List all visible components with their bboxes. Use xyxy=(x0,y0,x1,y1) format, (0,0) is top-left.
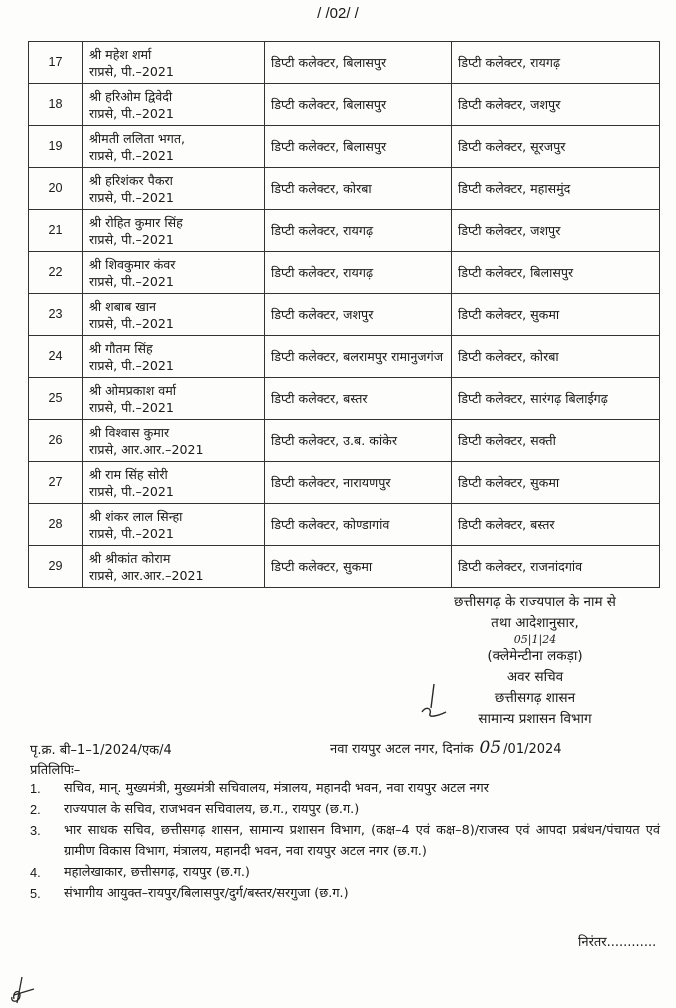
copy-to-number: 3. xyxy=(30,823,41,838)
copy-to-text: राज्यपाल के सचिव, राजभवन सचिवालय, छ.ग., रायपुर (छ.ग.) xyxy=(64,802,360,817)
government-name: छत्तीसगढ़ शासन xyxy=(494,690,576,706)
officer-name: श्री शिवकुमार कंवर xyxy=(89,256,176,272)
officer-name: श्री शबाब खान xyxy=(89,298,156,314)
current-posting: डिप्टी कलेक्टर, बिलासपुर xyxy=(265,42,452,84)
officer-cell xyxy=(83,84,265,126)
copy-to-item xyxy=(30,778,660,799)
current-posting: डिप्टी कलेक्टर, सुकमा xyxy=(265,546,452,588)
serial-number: 18 xyxy=(29,84,83,126)
current-posting: डिप्टी कलेक्टर, जशपुर xyxy=(265,294,452,336)
table-row xyxy=(29,462,660,504)
new-posting: डिप्टी कलेक्टर, सुकमा xyxy=(452,294,660,336)
officer-batch: राप्रसे, पी.–2021 xyxy=(89,105,174,121)
officer-name: श्री शंकर लाल सिन्हा xyxy=(89,508,183,524)
officer-name: श्रीमती ललिता भगत, xyxy=(89,130,186,146)
officer-name: श्री हरिओम द्विवेदी xyxy=(89,88,173,104)
serial-number: 24 xyxy=(29,336,83,378)
place-date-prefix: नवा रायपुर अटल नगर, दिनांक xyxy=(330,742,474,757)
officer-cell xyxy=(83,504,265,546)
continued-label: निरंतर............ xyxy=(578,935,657,950)
officer-name: श्री रोहित कुमार सिंह xyxy=(89,214,183,230)
officer-batch: राप्रसे, आर.आर.–2021 xyxy=(89,441,204,457)
handwritten-sign-date: 05|1|24 xyxy=(513,633,557,646)
officer-cell xyxy=(83,126,265,168)
date-rest: /01/2024 xyxy=(503,742,562,757)
page-number: / /02/ / xyxy=(317,5,359,22)
new-posting: डिप्टी कलेक्टर, सक्ती xyxy=(452,420,660,462)
serial-number: 21 xyxy=(29,210,83,252)
new-posting: डिप्टी कलेक्टर, जशपुर xyxy=(452,84,660,126)
table-row xyxy=(29,504,660,546)
officer-batch: राप्रसे, पी.–2021 xyxy=(89,189,174,205)
new-posting: डिप्टी कलेक्टर, महासमुंद xyxy=(452,168,660,210)
current-posting: डिप्टी कलेक्टर, रायगढ़ xyxy=(265,252,452,294)
officer-batch: राप्रसे, पी.–2021 xyxy=(89,483,174,499)
new-posting: डिप्टी कलेक्टर, राजनांदगांव xyxy=(452,546,660,588)
order-line: तथा आदेशानुसार, xyxy=(491,615,579,631)
table-row xyxy=(29,210,660,252)
officer-name: श्री ओमप्रकाश वर्मा xyxy=(89,382,177,398)
signatory-name: (क्लेमेन्टीना लकड़ा) xyxy=(487,648,583,664)
copy-to-number: 1. xyxy=(30,781,41,796)
current-posting: डिप्टी कलेक्टर, बिलासपुर xyxy=(265,84,452,126)
table-row xyxy=(29,168,660,210)
officer-batch: राप्रसे, पी.–2021 xyxy=(89,63,174,79)
department-name: सामान्य प्रशासन विभाग xyxy=(478,711,592,727)
place-date xyxy=(330,738,562,758)
reference-number: पृ.क्र. बी–1–1/2024/एक/4 xyxy=(30,743,172,758)
new-posting: डिप्टी कलेक्टर, बिलासपुर xyxy=(452,252,660,294)
table-row xyxy=(29,420,660,462)
new-posting: डिप्टी कलेक्टर, सारंगढ़ बिलाईगढ़ xyxy=(452,378,660,420)
authority-line: छत्तीसगढ़ के राज्यपाल के नाम से xyxy=(454,594,616,610)
serial-number: 23 xyxy=(29,294,83,336)
copy-to-number: 4. xyxy=(30,865,41,880)
serial-number: 19 xyxy=(29,126,83,168)
table-row xyxy=(29,42,660,84)
officer-cell xyxy=(83,252,265,294)
officer-cell xyxy=(83,378,265,420)
officer-cell xyxy=(83,546,265,588)
officer-cell xyxy=(83,336,265,378)
officer-batch: राप्रसे, पी.–2021 xyxy=(89,525,174,541)
table-row xyxy=(29,378,660,420)
transfer-table xyxy=(28,41,660,588)
officer-cell xyxy=(83,42,265,84)
table-row xyxy=(29,252,660,294)
officer-name: श्री श्रीकांत कोराम xyxy=(89,550,171,566)
serial-number: 17 xyxy=(29,42,83,84)
table-row xyxy=(29,546,660,588)
officer-cell xyxy=(83,420,265,462)
copy-to-text: महालेखाकार, छत्तीसगढ़, रायपुर (छ.ग.) xyxy=(64,865,250,880)
copy-to-heading: प्रतिलिपिः– xyxy=(30,763,81,778)
signature-mark-icon xyxy=(420,682,448,720)
handwritten-day: 05 xyxy=(479,738,502,758)
officer-cell xyxy=(83,168,265,210)
officer-cell xyxy=(83,210,265,252)
new-posting: डिप्टी कलेक्टर, सूरजपुर xyxy=(452,126,660,168)
current-posting: डिप्टी कलेक्टर, बिलासपुर xyxy=(265,126,452,168)
current-posting: डिप्टी कलेक्टर, बस्तर xyxy=(265,378,452,420)
serial-number: 22 xyxy=(29,252,83,294)
copy-to-text: संभागीय आयुक्त–रायपुर/बिलासपुर/दुर्ग/बस्तर/सरगुजा (छ.ग.) xyxy=(64,886,349,901)
officer-name: श्री राम सिंह सोरी xyxy=(89,466,168,482)
copy-to-item xyxy=(30,862,660,883)
current-posting: डिप्टी कलेक्टर, कोण्डागांव xyxy=(265,504,452,546)
initials-signature-icon xyxy=(8,975,38,1005)
officer-name: श्री महेश शर्मा xyxy=(89,46,152,62)
current-posting: डिप्टी कलेक्टर, उ.ब. कांकेर xyxy=(265,420,452,462)
serial-number: 20 xyxy=(29,168,83,210)
signatory-designation: अवर सचिव xyxy=(506,669,564,685)
copy-to-item xyxy=(30,820,660,862)
new-posting: डिप्टी कलेक्टर, जशपुर xyxy=(452,210,660,252)
table-row xyxy=(29,126,660,168)
officer-batch: राप्रसे, पी.–2021 xyxy=(89,315,174,331)
officer-batch: राप्रसे, आर.आर.–2021 xyxy=(89,567,204,583)
copy-to-text: भार साधक सचिव, छत्तीसगढ़ शासन, सामान्य प्रशासन विभाग, (कक्ष–4 एवं कक्ष–8)/राजस्व एवं आपदा प्रबंधन/पंचायत एवं ग्रामीण विकास विभाग, मंत्रालय, महानदी भवन, नवा रायपुर अटल नगर (छ.ग.) xyxy=(64,823,660,859)
copy-to-number: 2. xyxy=(30,802,41,817)
serial-number: 26 xyxy=(29,420,83,462)
table-row xyxy=(29,294,660,336)
officer-cell xyxy=(83,462,265,504)
officer-name: श्री गौतम सिंह xyxy=(89,340,153,356)
copy-to-item xyxy=(30,799,660,820)
new-posting: डिप्टी कलेक्टर, कोरबा xyxy=(452,336,660,378)
officer-batch: राप्रसे, पी.–2021 xyxy=(89,147,174,163)
new-posting: डिप्टी कलेक्टर, सुकमा xyxy=(452,462,660,504)
officer-batch: राप्रसे, पी.–2021 xyxy=(89,399,174,415)
new-posting: डिप्टी कलेक्टर, बस्तर xyxy=(452,504,660,546)
copy-to-number: 5. xyxy=(30,886,41,901)
serial-number: 27 xyxy=(29,462,83,504)
copy-to-list xyxy=(30,778,660,904)
table-row xyxy=(29,84,660,126)
serial-number: 29 xyxy=(29,546,83,588)
serial-number: 25 xyxy=(29,378,83,420)
officer-name: श्री हरिशंकर पैकरा xyxy=(89,172,173,188)
copy-to-text: सचिव, मान्. मुख्यमंत्री, मुख्यमंत्री सचिवालय, मंत्रालय, महानदी भवन, नवा रायपुर अटल नगर xyxy=(64,781,489,796)
table-row xyxy=(29,336,660,378)
current-posting: डिप्टी कलेक्टर, कोरबा xyxy=(265,168,452,210)
copy-to-item xyxy=(30,883,660,904)
current-posting: डिप्टी कलेक्टर, रायगढ़ xyxy=(265,210,452,252)
officer-cell xyxy=(83,294,265,336)
new-posting: डिप्टी कलेक्टर, रायगढ़ xyxy=(452,42,660,84)
officer-batch: राप्रसे, पी.–2021 xyxy=(89,231,174,247)
current-posting: डिप्टी कलेक्टर, नारायणपुर xyxy=(265,462,452,504)
officer-name: श्री विश्वास कुमार xyxy=(89,424,170,440)
current-posting: डिप्टी कलेक्टर, बलरामपुर रामानुजगंज xyxy=(265,336,452,378)
serial-number: 28 xyxy=(29,504,83,546)
officer-batch: राप्रसे, पी.–2021 xyxy=(89,357,174,373)
officer-batch: राप्रसे, पी.–2021 xyxy=(89,273,174,289)
